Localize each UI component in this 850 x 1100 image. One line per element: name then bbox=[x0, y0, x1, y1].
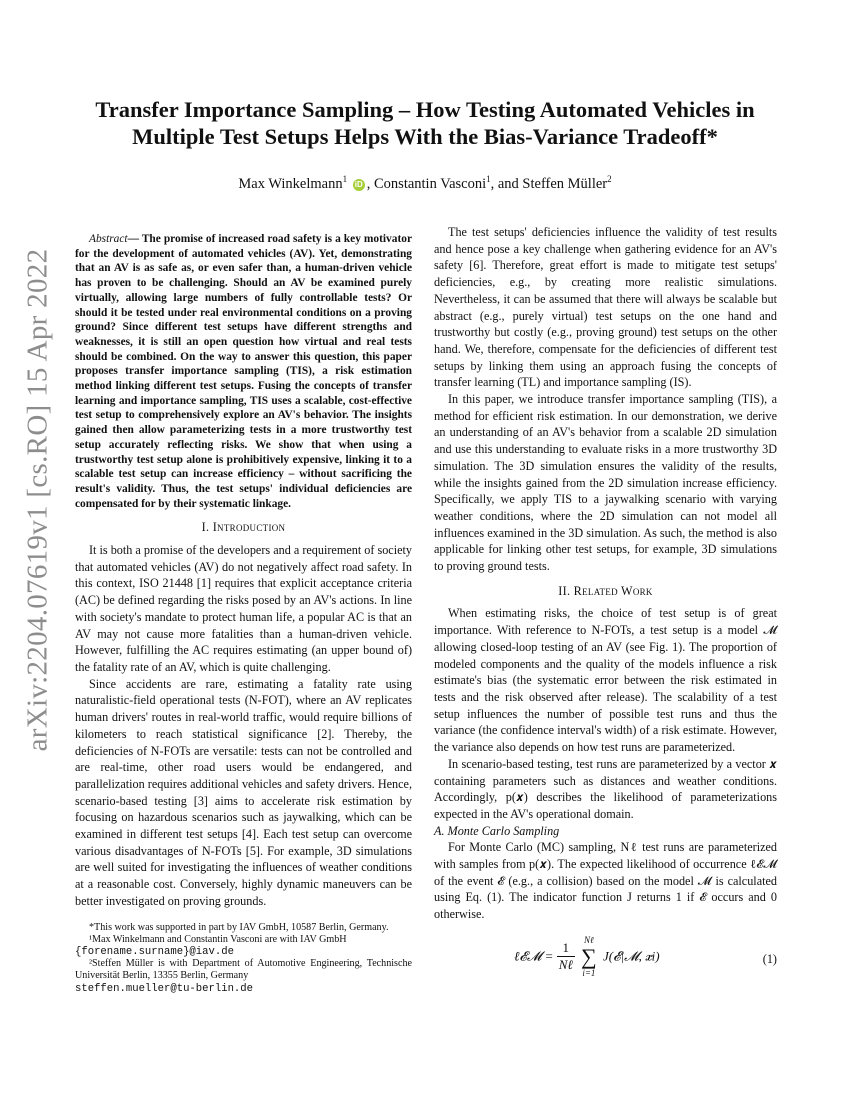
related-paragraph-1: When estimating risks, the choice of test setup is of great importance. With reference to N-FOTs, a test setup is a model 𝓜 allowing closed-loop testing of an AV (see Fig. 1). The proportion of modeled components and the quality of the models influence a risk estimate's bias (the systematic error between the risk estimated in tests and the risk observed after release). The scalability of a test setup influences the number of possible test runs and thus the variance (the confidence interval's width) of a risk estimate. However, the variance also depends on how test runs are parameterized. bbox=[434, 606, 777, 755]
author-2-affiliation: 1 bbox=[486, 174, 491, 184]
abstract-text: — The promise of increased road safety is a key motivator for the development of automated vehicles (AV). Yet, demonstrating that an AV is as safe as, or even safer than, a human-driven vehicle has proven to be challenging. Should an AV be examined purely virtually, allowing large numbers of fully controllable tests? Or should it be tested under real environmental conditions on a proving ground? Since different test setups have different strengths and weaknesses, it is still an open question how virtual and real tests should be combined. On the way to answer this question, this paper proposes transfer importance sampling (TIS), a risk estimation method linking different test setups. Fusing the concepts of transfer learning and importance sampling, TIS uses a scalable, cost-effective test setup to comprehensively explore an AV's behavior. The insights gained then allow parameterizing tests in a more trustworthy test setup accurately reflecting risks. We show that when using a trustworthy test setup alone is prohibitively expensive, linking it to a scalable test setup can increase efficiency – without sacrificing the result's validity. Thus, the test setups' individual deficiencies are compensated for by their systematic linkage. bbox=[75, 233, 412, 510]
email-iav[interactable]: {forename.surname}@iav.de bbox=[75, 945, 234, 958]
author-3-affiliation: 2 bbox=[607, 174, 612, 184]
intro-paragraph-2: Since accidents are rare, estimating a fatality rate using naturalistic-field operational tests (N-FOT), where an AV replicates human drivers' routes in real-world traffic, would require billions of kilometers to reach statistical significance [2]. Thereby, the deficiencies of N-FOTs are versatile: tests can not be controlled and are real-time, other road users would be endangered, and parallelization requires additional vehicles and safety drivers. Hence, scenario-based testing [3] aims to accelerate risk estimation by focusing on hazardous scenarios such as jaywalking, which can be examined in different test setups [4]. Each test setup can overcome various disadvantages of N-FOTs [5]. For example, 3D simulations are well suited for investigating the influences of weather conditions at a reasonable cost. Conversely, highly dynamic maneuvers can be better investigated on proving grounds. bbox=[75, 676, 412, 908]
abstract-label: Abstract bbox=[89, 233, 128, 245]
equation-sum-upper: Nℓ bbox=[584, 934, 594, 945]
equation-fraction-denominator: Nℓ bbox=[558, 957, 573, 973]
author-1-name: Max Winkelmann bbox=[238, 175, 343, 192]
right-column bbox=[434, 224, 777, 987]
subsection-heading-monte-carlo: A. Monte Carlo Sampling bbox=[434, 823, 560, 838]
section-heading-related-work: II. Related Work bbox=[558, 583, 653, 598]
monte-carlo-paragraph: For Monte Carlo (MC) sampling, Nℓ test runs are parameterized with samples from p(𝒙). The expected likelihood of occurrence ℓ𝓔𝓜 of the event 𝓔 (e.g., a collision) based on the model 𝓜 is calculated using Eq. (1). The indicator function J returns 1 if 𝓔 occurs and 0 otherwise. bbox=[434, 840, 777, 922]
equation-fraction bbox=[557, 940, 575, 974]
equation-lhs: ℓ𝓔𝓜 = bbox=[514, 948, 554, 964]
abstract bbox=[75, 232, 412, 511]
equation-sum-lower: i=1 bbox=[582, 967, 596, 978]
section-heading-introduction: I. Introduction bbox=[201, 520, 286, 535]
footnote-affiliation-1-text: ¹Max Winkelmann and Constantin Vasconi are with IAV GmbH bbox=[89, 933, 347, 945]
orcid-icon[interactable]: iD bbox=[354, 179, 363, 189]
related-paragraph-2: In scenario-based testing, test runs are parameterized by a vector 𝒙 containing parameters such as distances and weather conditions. Accordingly, p(𝒙) describes the likelihood of parameterizations expected in the AV's operational domain. bbox=[434, 756, 777, 821]
equation-sum bbox=[581, 935, 597, 979]
footnote-funding: *This work was supported in part by IAV GmbH, 10587 Berlin, Germany. bbox=[89, 921, 389, 933]
equation-number: (1) bbox=[762, 951, 777, 966]
intro-paragraph-1: It is both a promise of the developers and a requirement of society that automated vehicles (AV) do not negatively affect road safety. In this context, ISO 21448 [1] requires that explicit acceptance criteria (AC) be defined regarding the risks posed by an AV's actions. In line with society's mandate to protect human life, a popular AC is that an AV may not cause more fatalities than a human-driven vehicle. However, fulfilling the AC requires estimating (an upper bound of) the fatality rate of an AV, which is quite challenging. bbox=[75, 543, 412, 674]
arxiv-identifier bbox=[8, 248, 68, 752]
paper-title: Transfer Importance Sampling – How Testing Automated Vehicles in Multiple Test Setups Helps With the Bias-Variance Tradeoff* bbox=[95, 97, 755, 149]
author-2-name: , Constantin Vasconi bbox=[366, 175, 487, 192]
arxiv-identifier-text: arXiv:2204.07619v1 [cs.RO] 15 Apr 2022 bbox=[21, 248, 54, 752]
author-list bbox=[70, 174, 780, 193]
footnote-affiliation-2-text: ²Steffen Müller is with Department of Automotive Engineering, Technische Universität Berlin, 13355 Berlin, Germany bbox=[75, 958, 412, 982]
author-1-affiliation: 1 bbox=[342, 174, 348, 184]
equation-sum-symbol: ∑ bbox=[581, 943, 597, 969]
author-3-name: , and Steffen Müller bbox=[490, 175, 608, 192]
equation-1 bbox=[434, 929, 777, 987]
equation-1-body bbox=[514, 935, 660, 979]
footnote-affiliation-2 bbox=[75, 958, 412, 995]
right-paragraph-2: In this paper, we introduce transfer importance sampling (TIS), a method for efficient risk estimation. In our demonstration, we derive an understanding of an AV's behavior from a scalable 2D simulation and use this understanding to evaluate risks in a more trustworthy 3D simulation. The 3D simulation ensures the validity of the results, while the insights gained from the 2D simulation increase efficiency. Specifically, we apply TIS to a jaywalking scenario with varying weather conditions, where the 2D simulation can not model all influences examined in the 3D simulation. As such, the method is also applicable for linking other test setups, for example, 3D simulations to proving ground tests. bbox=[434, 392, 777, 574]
left-column bbox=[75, 232, 412, 995]
email-tu-berlin[interactable]: steffen.mueller@tu-berlin.de bbox=[75, 982, 254, 995]
equation-indicator-term: J(𝓔|𝓜, 𝒙i) bbox=[602, 948, 660, 964]
equation-fraction-numerator: 1 bbox=[557, 940, 575, 958]
footnote-affiliation-1 bbox=[75, 934, 412, 958]
footnotes bbox=[75, 922, 412, 995]
right-paragraph-1: The test setups' deficiencies influence the validity of test results and hence pose a key challenge when gathering evidence for an AV's safety [6]. Therefore, great effort is made to mitigate test setups' deficiencies, e.g., by creating more realistic simulations. Nevertheless, it can be assumed that there will always be scalable but abstract (e.g., purely virtual) test setups on the one hand and trustworthy but costly (e.g., proving ground) test setups on the other hand. We, therefore, compensate for the deficiencies of different test setups by linking them using an approach fusing the concepts of transfer learning (TL) and importance sampling (IS). bbox=[434, 225, 777, 390]
